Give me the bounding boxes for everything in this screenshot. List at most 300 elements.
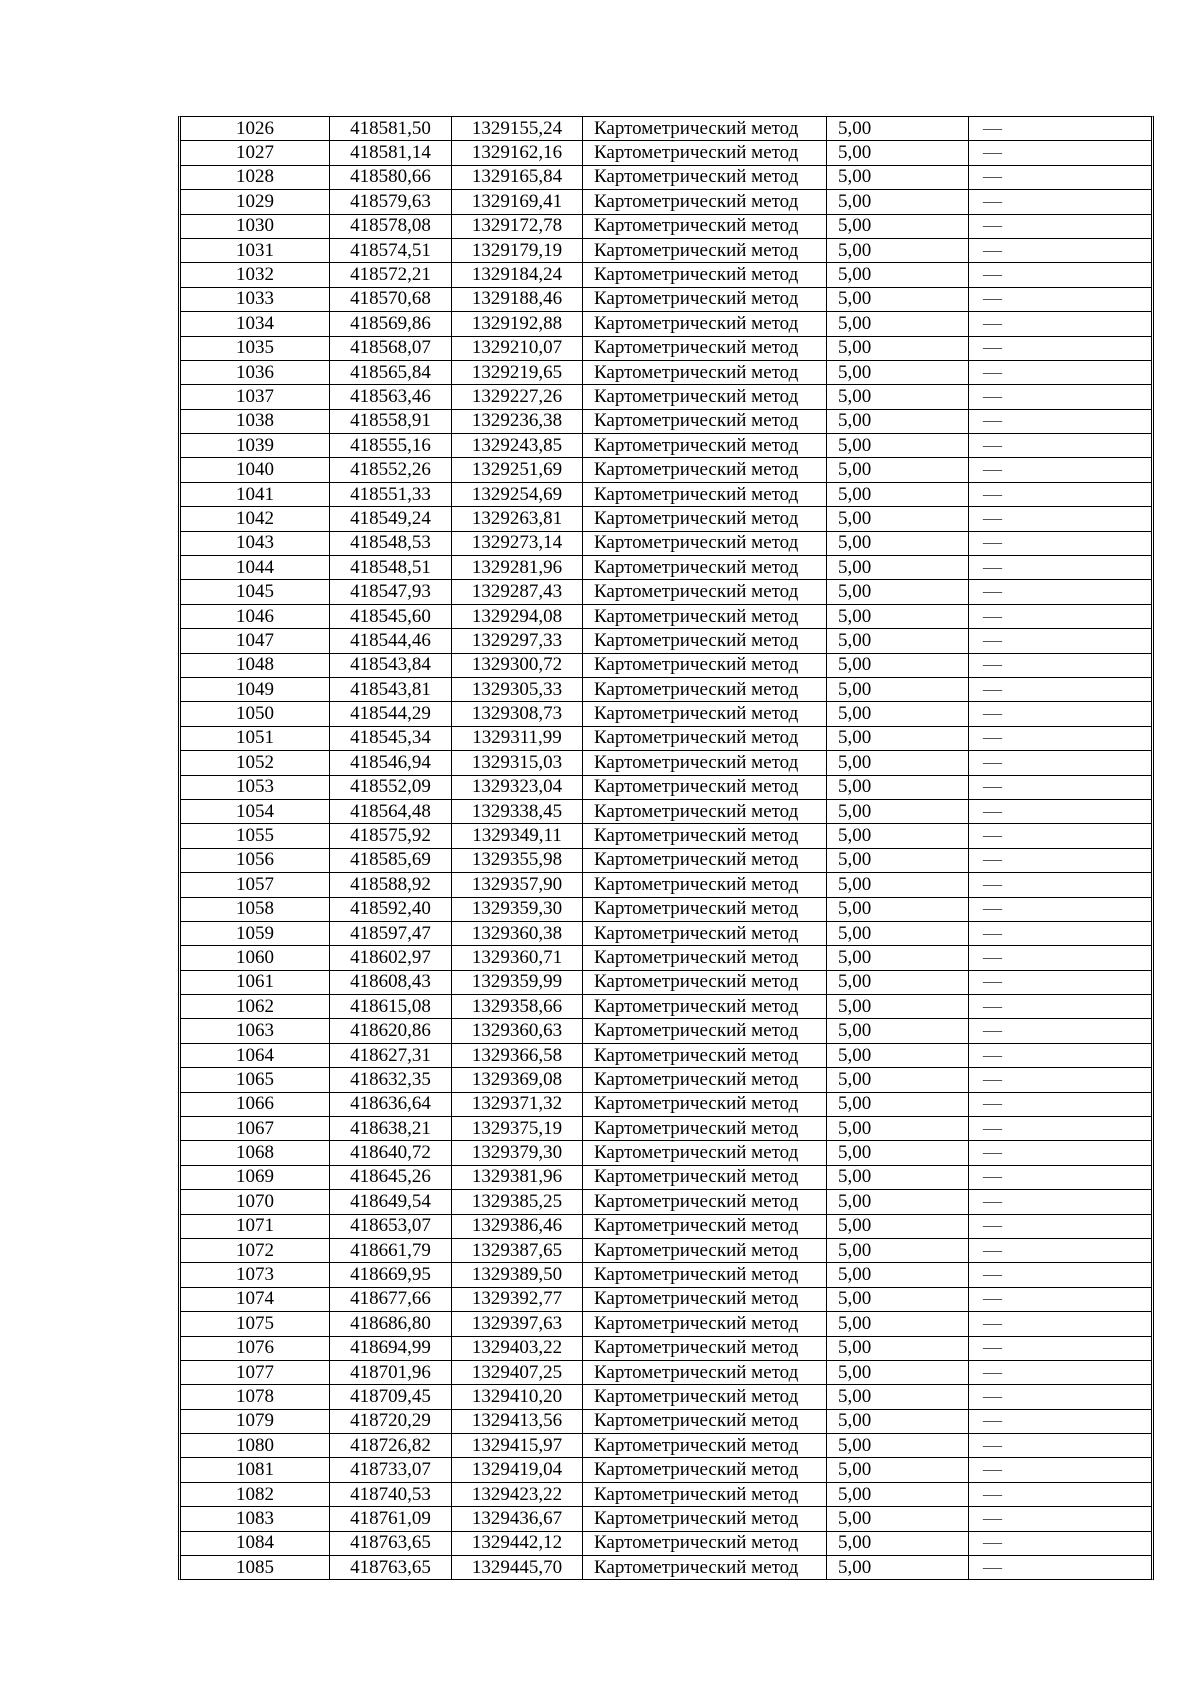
coordinate-x-cell: 418545,60: [330, 604, 452, 628]
accuracy-cell: 5,00: [827, 482, 969, 506]
point-number-cell: 1049: [181, 677, 330, 701]
table-row: [181, 995, 1151, 1019]
description-cell: —: [969, 531, 1152, 555]
method-cell: Картометрический метод: [583, 1117, 827, 1141]
table-row: [181, 1409, 1151, 1433]
description-cell: —: [969, 873, 1152, 897]
method-cell: Картометрический метод: [583, 287, 827, 311]
description-cell: —: [969, 653, 1152, 677]
point-number-cell: 1083: [181, 1507, 330, 1531]
table-row: [181, 1263, 1151, 1287]
description-cell: —: [969, 726, 1152, 750]
description-cell: —: [969, 1214, 1152, 1238]
description-cell: —: [969, 1482, 1152, 1506]
point-number-cell: 1053: [181, 775, 330, 799]
coordinate-x-cell: 418551,33: [330, 482, 452, 506]
description-cell: —: [969, 1165, 1152, 1189]
coordinate-y-cell: 1329297,33: [452, 629, 583, 653]
table-row: [181, 531, 1151, 555]
point-number-cell: 1069: [181, 1165, 330, 1189]
point-number-cell: 1065: [181, 1068, 330, 1092]
description-cell: —: [969, 1409, 1152, 1433]
coordinate-x-cell: 418709,45: [330, 1385, 452, 1409]
description-cell: —: [969, 360, 1152, 384]
coordinate-x-cell: 418547,93: [330, 580, 452, 604]
accuracy-cell: 5,00: [827, 824, 969, 848]
coordinate-y-cell: 1329172,78: [452, 214, 583, 238]
coordinate-y-cell: 1329389,50: [452, 1263, 583, 1287]
accuracy-cell: 5,00: [827, 1190, 969, 1214]
table-row: [181, 1531, 1151, 1555]
coordinate-y-cell: 1329188,46: [452, 287, 583, 311]
method-cell: Картометрический метод: [583, 531, 827, 555]
point-number-cell: 1084: [181, 1531, 330, 1555]
coordinate-y-cell: 1329419,04: [452, 1458, 583, 1482]
description-cell: —: [969, 482, 1152, 506]
coordinate-y-cell: 1329349,11: [452, 824, 583, 848]
coordinate-y-cell: 1329366,58: [452, 1043, 583, 1067]
method-cell: Картометрический метод: [583, 1482, 827, 1506]
description-cell: —: [969, 336, 1152, 360]
coordinate-y-cell: 1329387,65: [452, 1238, 583, 1262]
table-row: [181, 629, 1151, 653]
table-row: [181, 1458, 1151, 1482]
coordinate-x-cell: 418597,47: [330, 921, 452, 945]
table-row: [181, 482, 1151, 506]
method-cell: Картометрический метод: [583, 1043, 827, 1067]
table-row: [181, 604, 1151, 628]
accuracy-cell: 5,00: [827, 1336, 969, 1360]
table-row: [181, 287, 1151, 311]
accuracy-cell: 5,00: [827, 531, 969, 555]
coordinate-y-cell: 1329300,72: [452, 653, 583, 677]
description-cell: —: [969, 214, 1152, 238]
coordinate-x-cell: 418581,14: [330, 141, 452, 165]
description-cell: —: [969, 458, 1152, 482]
table-row: [181, 1434, 1151, 1458]
method-cell: Картометрический метод: [583, 897, 827, 921]
method-cell: Картометрический метод: [583, 263, 827, 287]
point-number-cell: 1037: [181, 385, 330, 409]
point-number-cell: 1047: [181, 629, 330, 653]
method-cell: Картометрический метод: [583, 1531, 827, 1555]
table-row: [181, 1287, 1151, 1311]
accuracy-cell: 5,00: [827, 873, 969, 897]
table-row: [181, 1165, 1151, 1189]
description-cell: —: [969, 1263, 1152, 1287]
table-row: [181, 824, 1151, 848]
accuracy-cell: 5,00: [827, 970, 969, 994]
coordinate-y-cell: 1329162,16: [452, 141, 583, 165]
method-cell: Картометрический метод: [583, 190, 827, 214]
coordinate-y-cell: 1329192,88: [452, 312, 583, 336]
table-row: [181, 1092, 1151, 1116]
accuracy-cell: 5,00: [827, 385, 969, 409]
coordinate-x-cell: 418572,21: [330, 263, 452, 287]
method-cell: Картометрический метод: [583, 1507, 827, 1531]
accuracy-cell: 5,00: [827, 1165, 969, 1189]
table-row: [181, 873, 1151, 897]
table-row: [181, 1019, 1151, 1043]
coordinate-y-cell: 1329375,19: [452, 1117, 583, 1141]
description-cell: —: [969, 580, 1152, 604]
accuracy-cell: 5,00: [827, 1287, 969, 1311]
point-number-cell: 1028: [181, 165, 330, 189]
coordinate-x-cell: 418575,92: [330, 824, 452, 848]
point-number-cell: 1030: [181, 214, 330, 238]
table-row: [181, 141, 1151, 165]
accuracy-cell: 5,00: [827, 117, 969, 141]
accuracy-cell: 5,00: [827, 360, 969, 384]
description-cell: —: [969, 1117, 1152, 1141]
coordinate-y-cell: 1329360,71: [452, 946, 583, 970]
method-cell: Картометрический метод: [583, 751, 827, 775]
point-number-cell: 1038: [181, 409, 330, 433]
accuracy-cell: 5,00: [827, 165, 969, 189]
table-row: [181, 1238, 1151, 1262]
accuracy-cell: 5,00: [827, 1214, 969, 1238]
description-cell: —: [969, 1434, 1152, 1458]
coordinate-y-cell: 1329227,26: [452, 385, 583, 409]
accuracy-cell: 5,00: [827, 897, 969, 921]
description-cell: —: [969, 1238, 1152, 1262]
table-row: [181, 653, 1151, 677]
coordinate-x-cell: 418720,29: [330, 1409, 452, 1433]
point-number-cell: 1073: [181, 1263, 330, 1287]
point-number-cell: 1060: [181, 946, 330, 970]
method-cell: Картометрический метод: [583, 1336, 827, 1360]
coordinate-y-cell: 1329311,99: [452, 726, 583, 750]
description-cell: —: [969, 775, 1152, 799]
coordinate-x-cell: 418549,24: [330, 507, 452, 531]
method-cell: Картометрический метод: [583, 799, 827, 823]
point-number-cell: 1079: [181, 1409, 330, 1433]
accuracy-cell: 5,00: [827, 287, 969, 311]
table-row: [181, 775, 1151, 799]
accuracy-cell: 5,00: [827, 702, 969, 726]
coordinate-y-cell: 1329155,24: [452, 117, 583, 141]
coordinate-y-cell: 1329236,38: [452, 409, 583, 433]
accuracy-cell: 5,00: [827, 141, 969, 165]
description-cell: —: [969, 604, 1152, 628]
accuracy-cell: 5,00: [827, 1019, 969, 1043]
coordinate-x-cell: 418763,65: [330, 1556, 452, 1580]
point-number-cell: 1061: [181, 970, 330, 994]
description-cell: —: [969, 702, 1152, 726]
point-number-cell: 1081: [181, 1458, 330, 1482]
table-row: [181, 1360, 1151, 1384]
method-cell: Картометрический метод: [583, 1068, 827, 1092]
point-number-cell: 1078: [181, 1385, 330, 1409]
description-cell: —: [969, 824, 1152, 848]
point-number-cell: 1051: [181, 726, 330, 750]
description-cell: —: [969, 312, 1152, 336]
point-number-cell: 1048: [181, 653, 330, 677]
accuracy-cell: 5,00: [827, 775, 969, 799]
table-row: [181, 312, 1151, 336]
coordinate-y-cell: 1329413,56: [452, 1409, 583, 1433]
table-row: [181, 336, 1151, 360]
coordinate-y-cell: 1329355,98: [452, 848, 583, 872]
method-cell: Картометрический метод: [583, 629, 827, 653]
table-row: [181, 1482, 1151, 1506]
accuracy-cell: 5,00: [827, 507, 969, 531]
coordinate-x-cell: 418546,94: [330, 751, 452, 775]
point-number-cell: 1035: [181, 336, 330, 360]
point-number-cell: 1066: [181, 1092, 330, 1116]
coordinate-x-cell: 418568,07: [330, 336, 452, 360]
coordinate-x-cell: 418686,80: [330, 1312, 452, 1336]
method-cell: Картометрический метод: [583, 312, 827, 336]
description-cell: —: [969, 1141, 1152, 1165]
coordinate-x-cell: 418585,69: [330, 848, 452, 872]
accuracy-cell: 5,00: [827, 434, 969, 458]
description-cell: —: [969, 434, 1152, 458]
point-number-cell: 1075: [181, 1312, 330, 1336]
method-cell: Картометрический метод: [583, 726, 827, 750]
coordinate-x-cell: 418543,81: [330, 677, 452, 701]
coordinate-x-cell: 418761,09: [330, 1507, 452, 1531]
table-row: [181, 677, 1151, 701]
description-cell: —: [969, 1068, 1152, 1092]
coordinate-y-cell: 1329179,19: [452, 238, 583, 262]
method-cell: Картометрический метод: [583, 360, 827, 384]
method-cell: Картометрический метод: [583, 653, 827, 677]
coordinate-y-cell: 1329359,30: [452, 897, 583, 921]
description-cell: —: [969, 897, 1152, 921]
method-cell: Картометрический метод: [583, 1556, 827, 1580]
coordinate-y-cell: 1329359,99: [452, 970, 583, 994]
method-cell: Картометрический метод: [583, 1287, 827, 1311]
point-number-cell: 1033: [181, 287, 330, 311]
point-number-cell: 1085: [181, 1556, 330, 1580]
coordinate-x-cell: 418579,63: [330, 190, 452, 214]
accuracy-cell: 5,00: [827, 995, 969, 1019]
coordinate-x-cell: 418653,07: [330, 1214, 452, 1238]
coordinate-x-cell: 418580,66: [330, 165, 452, 189]
point-number-cell: 1070: [181, 1190, 330, 1214]
accuracy-cell: 5,00: [827, 1507, 969, 1531]
accuracy-cell: 5,00: [827, 848, 969, 872]
coordinate-y-cell: 1329281,96: [452, 556, 583, 580]
method-cell: Картометрический метод: [583, 434, 827, 458]
coordinate-x-cell: 418552,09: [330, 775, 452, 799]
coordinate-x-cell: 418636,64: [330, 1092, 452, 1116]
point-number-cell: 1071: [181, 1214, 330, 1238]
coordinate-y-cell: 1329251,69: [452, 458, 583, 482]
table-row: [181, 946, 1151, 970]
point-number-cell: 1052: [181, 751, 330, 775]
coordinate-y-cell: 1329360,38: [452, 921, 583, 945]
coordinate-y-cell: 1329358,66: [452, 995, 583, 1019]
point-number-cell: 1042: [181, 507, 330, 531]
accuracy-cell: 5,00: [827, 1434, 969, 1458]
description-cell: —: [969, 1556, 1152, 1580]
coordinate-x-cell: 418578,08: [330, 214, 452, 238]
table-row: [181, 726, 1151, 750]
coordinate-x-cell: 418592,40: [330, 897, 452, 921]
table-row: [181, 214, 1151, 238]
table-row: [181, 360, 1151, 384]
description-cell: —: [969, 117, 1152, 141]
accuracy-cell: 5,00: [827, 1385, 969, 1409]
table-row: [181, 238, 1151, 262]
accuracy-cell: 5,00: [827, 1117, 969, 1141]
accuracy-cell: 5,00: [827, 1531, 969, 1555]
description-cell: —: [969, 970, 1152, 994]
coordinate-y-cell: 1329254,69: [452, 482, 583, 506]
coordinate-y-cell: 1329210,07: [452, 336, 583, 360]
point-number-cell: 1039: [181, 434, 330, 458]
point-number-cell: 1076: [181, 1336, 330, 1360]
table-row: [181, 1507, 1151, 1531]
method-cell: Картометрический метод: [583, 1385, 827, 1409]
method-cell: Картометрический метод: [583, 1312, 827, 1336]
accuracy-cell: 5,00: [827, 1556, 969, 1580]
coordinate-x-cell: 418574,51: [330, 238, 452, 262]
description-cell: —: [969, 1312, 1152, 1336]
method-cell: Картометрический метод: [583, 556, 827, 580]
point-number-cell: 1036: [181, 360, 330, 384]
point-number-cell: 1044: [181, 556, 330, 580]
description-cell: —: [969, 1385, 1152, 1409]
coordinate-y-cell: 1329369,08: [452, 1068, 583, 1092]
coordinate-y-cell: 1329381,96: [452, 1165, 583, 1189]
point-number-cell: 1029: [181, 190, 330, 214]
method-cell: Картометрический метод: [583, 1360, 827, 1384]
table-row: [181, 434, 1151, 458]
accuracy-cell: 5,00: [827, 1238, 969, 1262]
coordinate-x-cell: 418620,86: [330, 1019, 452, 1043]
coordinate-x-cell: 418552,26: [330, 458, 452, 482]
coordinate-y-cell: 1329415,97: [452, 1434, 583, 1458]
coordinate-x-cell: 418558,91: [330, 409, 452, 433]
table-row: [181, 507, 1151, 531]
table-row: [181, 580, 1151, 604]
accuracy-cell: 5,00: [827, 580, 969, 604]
coordinate-x-cell: 418733,07: [330, 1458, 452, 1482]
method-cell: Картометрический метод: [583, 409, 827, 433]
point-number-cell: 1072: [181, 1238, 330, 1262]
method-cell: Картометрический метод: [583, 1263, 827, 1287]
description-cell: —: [969, 385, 1152, 409]
point-number-cell: 1034: [181, 312, 330, 336]
table-row: [181, 799, 1151, 823]
point-number-cell: 1027: [181, 141, 330, 165]
coordinate-x-cell: 418726,82: [330, 1434, 452, 1458]
coordinate-y-cell: 1329184,24: [452, 263, 583, 287]
coordinates-table-body: [181, 117, 1151, 1579]
accuracy-cell: 5,00: [827, 751, 969, 775]
coordinate-x-cell: 418694,99: [330, 1336, 452, 1360]
accuracy-cell: 5,00: [827, 629, 969, 653]
point-number-cell: 1056: [181, 848, 330, 872]
table-row: [181, 1312, 1151, 1336]
coordinate-x-cell: 418544,29: [330, 702, 452, 726]
coordinate-x-cell: 418602,97: [330, 946, 452, 970]
accuracy-cell: 5,00: [827, 653, 969, 677]
method-cell: Картометрический метод: [583, 1165, 827, 1189]
method-cell: Картометрический метод: [583, 1238, 827, 1262]
point-number-cell: 1068: [181, 1141, 330, 1165]
method-cell: Картометрический метод: [583, 165, 827, 189]
method-cell: Картометрический метод: [583, 1141, 827, 1165]
coordinate-y-cell: 1329165,84: [452, 165, 583, 189]
coordinate-y-cell: 1329403,22: [452, 1336, 583, 1360]
coordinate-x-cell: 418565,84: [330, 360, 452, 384]
coordinate-y-cell: 1329287,43: [452, 580, 583, 604]
description-cell: —: [969, 190, 1152, 214]
description-cell: —: [969, 995, 1152, 1019]
point-number-cell: 1062: [181, 995, 330, 1019]
accuracy-cell: 5,00: [827, 1043, 969, 1067]
accuracy-cell: 5,00: [827, 726, 969, 750]
point-number-cell: 1077: [181, 1360, 330, 1384]
table-row: [181, 1190, 1151, 1214]
method-cell: Картометрический метод: [583, 507, 827, 531]
accuracy-cell: 5,00: [827, 1141, 969, 1165]
point-number-cell: 1054: [181, 799, 330, 823]
coordinate-x-cell: 418548,51: [330, 556, 452, 580]
method-cell: Картометрический метод: [583, 141, 827, 165]
accuracy-cell: 5,00: [827, 604, 969, 628]
coordinate-y-cell: 1329410,20: [452, 1385, 583, 1409]
description-cell: —: [969, 1360, 1152, 1384]
coordinate-y-cell: 1329379,30: [452, 1141, 583, 1165]
coordinate-y-cell: 1329407,25: [452, 1360, 583, 1384]
coordinate-y-cell: 1329315,03: [452, 751, 583, 775]
point-number-cell: 1046: [181, 604, 330, 628]
coordinate-x-cell: 418570,68: [330, 287, 452, 311]
coordinate-y-cell: 1329360,63: [452, 1019, 583, 1043]
coordinate-y-cell: 1329263,81: [452, 507, 583, 531]
coordinate-y-cell: 1329338,45: [452, 799, 583, 823]
coordinate-y-cell: 1329371,32: [452, 1092, 583, 1116]
coordinate-y-cell: 1329423,22: [452, 1482, 583, 1506]
coordinate-y-cell: 1329397,63: [452, 1312, 583, 1336]
description-cell: —: [969, 556, 1152, 580]
accuracy-cell: 5,00: [827, 1458, 969, 1482]
method-cell: Картометрический метод: [583, 1434, 827, 1458]
accuracy-cell: 5,00: [827, 1482, 969, 1506]
coordinate-x-cell: 418555,16: [330, 434, 452, 458]
coordinate-x-cell: 418581,50: [330, 117, 452, 141]
coordinates-table: [181, 117, 1151, 1579]
table-row: [181, 165, 1151, 189]
description-cell: —: [969, 507, 1152, 531]
coordinate-y-cell: 1329308,73: [452, 702, 583, 726]
method-cell: Картометрический метод: [583, 1092, 827, 1116]
description-cell: —: [969, 1287, 1152, 1311]
description-cell: —: [969, 1043, 1152, 1067]
table-row: [181, 1043, 1151, 1067]
description-cell: —: [969, 1507, 1152, 1531]
point-number-cell: 1074: [181, 1287, 330, 1311]
description-cell: —: [969, 751, 1152, 775]
coordinate-x-cell: 418661,79: [330, 1238, 452, 1262]
description-cell: —: [969, 799, 1152, 823]
table-row: [181, 970, 1151, 994]
description-cell: —: [969, 1458, 1152, 1482]
accuracy-cell: 5,00: [827, 1092, 969, 1116]
table-row: [181, 1385, 1151, 1409]
method-cell: Картометрический метод: [583, 848, 827, 872]
description-cell: —: [969, 409, 1152, 433]
method-cell: Картометрический метод: [583, 970, 827, 994]
table-row: [181, 921, 1151, 945]
table-row: [181, 263, 1151, 287]
accuracy-cell: 5,00: [827, 263, 969, 287]
